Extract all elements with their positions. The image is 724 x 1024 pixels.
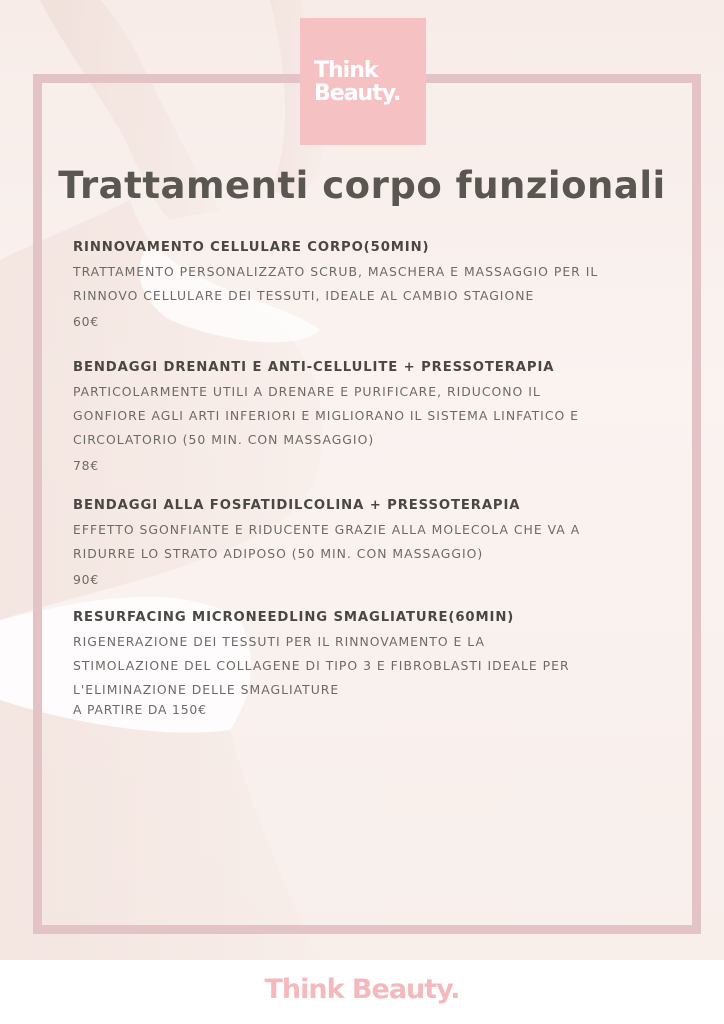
treatment-price: 90€ bbox=[73, 572, 100, 587]
treatment-description-line: PARTICOLARMENTE UTILI A DRENARE E PURIFICARE, RIDUCONO IL bbox=[73, 384, 541, 399]
treatment-description bbox=[73, 260, 673, 308]
treatment-name: RESURFACING MICRONEEDLING SMAGLIATURE(60MIN) bbox=[73, 610, 515, 625]
treatment-price: A PARTIRE DA 150€ bbox=[73, 702, 207, 717]
logo-line-think: Think bbox=[314, 57, 378, 83]
treatment-item bbox=[73, 238, 673, 334]
logo-line-beauty: Beauty. bbox=[314, 80, 401, 106]
treatment-description-line: RINNOVO CELLULARE DEI TESSUTI, IDEALE AL CAMBIO STAGIONE bbox=[73, 288, 535, 303]
treatment-name: RINNOVAMENTO CELLULARE CORPO(50MIN) bbox=[73, 240, 430, 255]
page-title: Trattamenti corpo funzionali bbox=[58, 164, 666, 207]
treatment-item bbox=[73, 496, 673, 592]
treatment-description-line: EFFETTO SGONFIANTE E RIDUCENTE GRAZIE ALLA MOLECOLA CHE VA A bbox=[73, 522, 581, 537]
treatment-description bbox=[73, 630, 673, 702]
treatment-description bbox=[73, 380, 673, 452]
treatment-item bbox=[73, 358, 673, 478]
treatment-description-line: RIGENERAZIONE DEI TESSUTI PER IL RINNOVAMENTO E LA bbox=[73, 634, 485, 649]
brand-logo bbox=[300, 18, 426, 145]
treatment-description-line: STIMOLAZIONE DEL COLLAGENE DI TIPO 3 E FIBROBLASTI IDEALE PER bbox=[73, 658, 570, 673]
treatment-description-line: L'ELIMINAZIONE DELLE SMAGLIATURE bbox=[73, 682, 340, 697]
treatment-name: BENDAGGI DRENANTI E ANTI-CELLULITE + PRESSOTERAPIA bbox=[73, 360, 555, 375]
treatment-description-line: CIRCOLATORIO (50 MIN. CON MASSAGGIO) bbox=[73, 432, 375, 447]
treatment-description bbox=[73, 518, 673, 566]
treatment-description-line: TRATTAMENTO PERSONALIZZATO SCRUB, MASCHERA E MASSAGGIO PER IL bbox=[73, 264, 599, 279]
footer-logo: Think Beauty. bbox=[264, 974, 460, 1005]
treatment-price: 78€ bbox=[73, 458, 100, 473]
treatment-price: 60€ bbox=[73, 314, 100, 329]
treatment-description-line: GONFIORE AGLI ARTI INFERIORI E MIGLIORANO IL SISTEMA LINFATICO E bbox=[73, 408, 580, 423]
treatment-item bbox=[73, 608, 673, 722]
treatment-description-line: RIDURRE LO STRATO ADIPOSO (50 MIN. CON MASSAGGIO) bbox=[73, 546, 484, 561]
treatment-name: BENDAGGI ALLA FOSFATIDILCOLINA + PRESSOTERAPIA bbox=[73, 498, 521, 513]
